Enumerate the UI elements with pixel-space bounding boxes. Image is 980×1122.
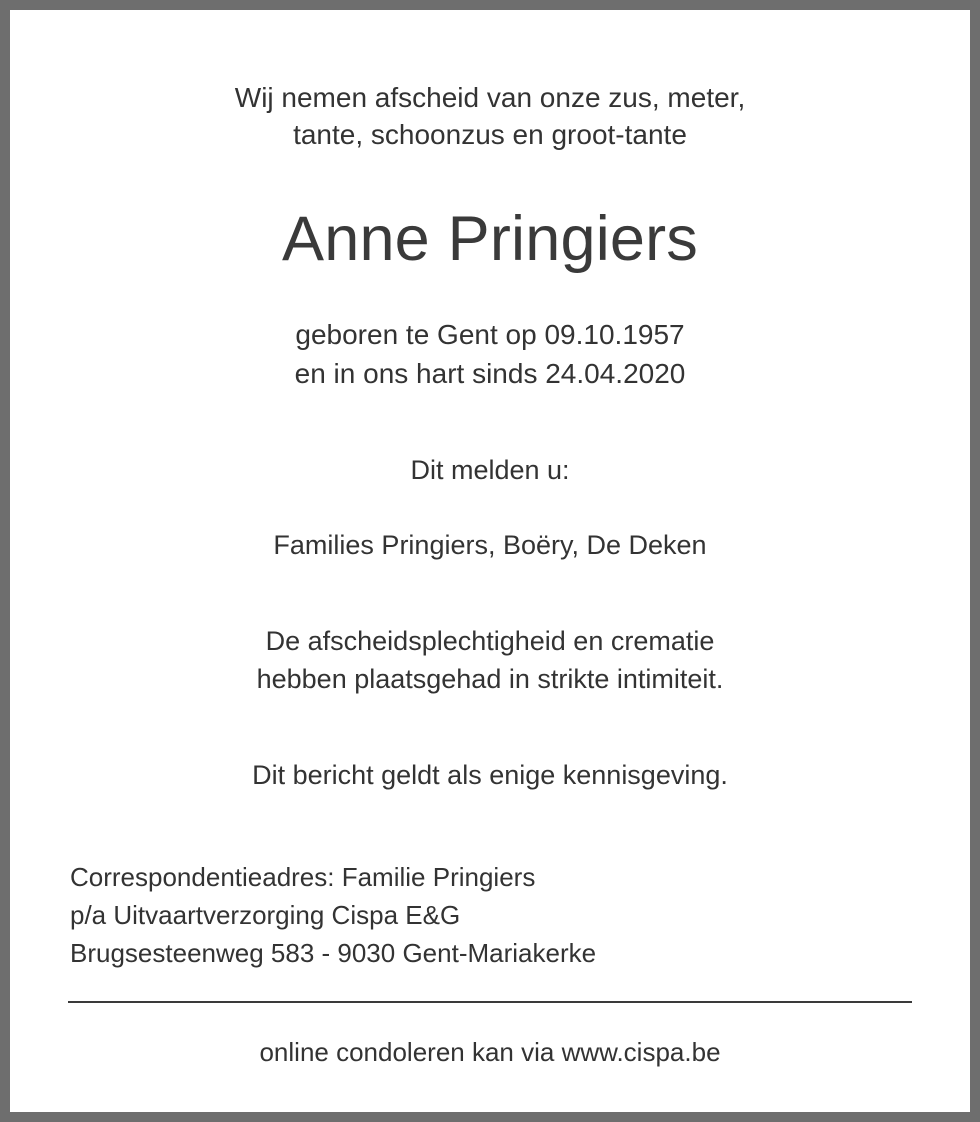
- correspondence-address-block: [68, 859, 912, 973]
- ceremony-line-2: hebben plaatsgehad in strikte intimiteit.: [256, 663, 724, 694]
- intro-block: [68, 80, 912, 154]
- dates-block: [68, 316, 912, 393]
- ceremony-line-1: De afscheidsplechtigheid en crematie: [265, 626, 715, 657]
- single-notice-line: Dit bericht geldt als enige kennisgeving.: [252, 759, 728, 790]
- deceased-name: Anne Pringiers: [281, 203, 699, 274]
- intro-line-2: tante, schoonzus en groot-tante: [293, 118, 687, 150]
- condolence-footer: online condoleren kan via www.cispa.be: [259, 1036, 721, 1067]
- address-line-1: Correspondentieadres: Familie Pringiers: [70, 861, 536, 892]
- birth-line: geboren te Gent op 09.10.1957: [295, 319, 685, 351]
- footer-divider: [68, 1001, 912, 1003]
- ceremony-block: [68, 623, 912, 698]
- address-line-2: p/a Uitvaartverzorging Cispa E&G: [70, 899, 461, 930]
- families-line: Families Pringiers, Boëry, De Deken: [273, 530, 707, 561]
- intro-line-1: Wij nemen afscheid van onze zus, meter,: [234, 82, 746, 113]
- memorial-line: en in ons hart sinds 24.04.2020: [294, 357, 686, 389]
- obituary-notice-content: [10, 10, 970, 1112]
- address-line-3: Brugsesteenweg 583 - 9030 Gent-Mariakerke: [70, 937, 597, 968]
- announcement-label: Dit melden u:: [410, 455, 570, 486]
